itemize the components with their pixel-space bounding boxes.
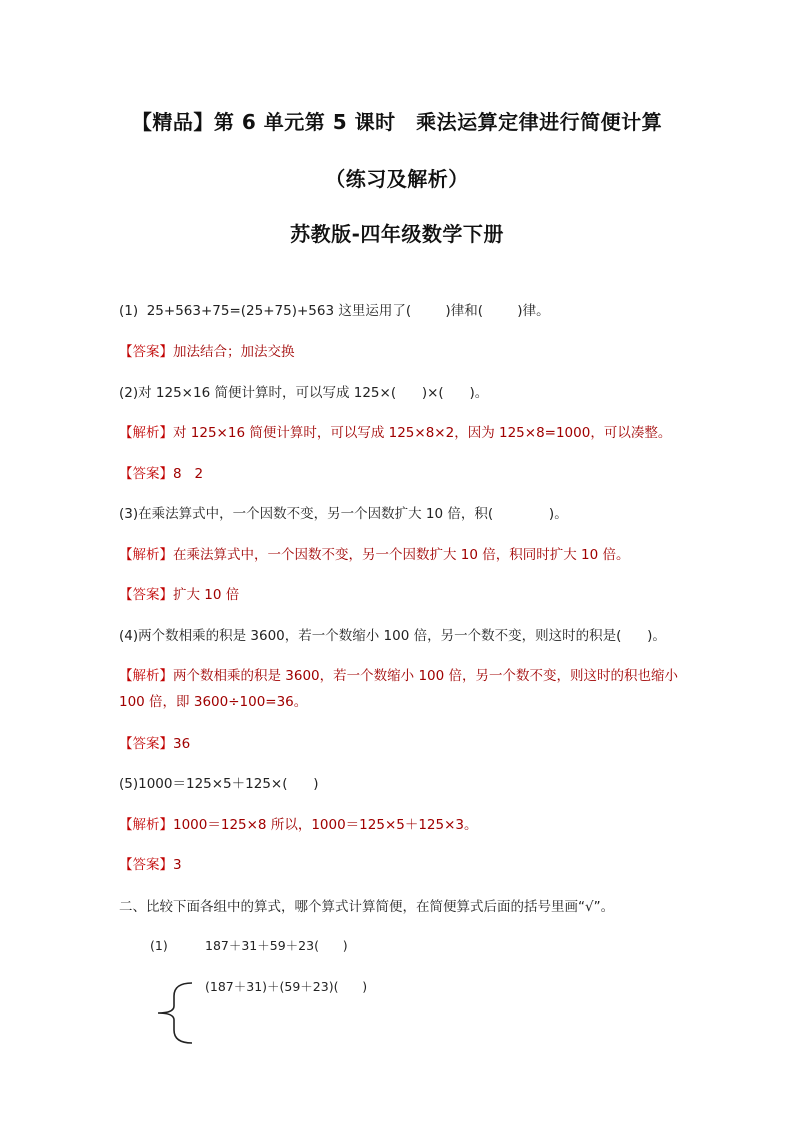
question-1: (1) 25+563+75=(25+75)+563 这里运用了( )律和( )律。 bbox=[119, 303, 550, 319]
question-5: (5)1000＝125×5＋125×( ) bbox=[119, 776, 319, 792]
answer-text: 加法结合；加法交换 bbox=[173, 344, 295, 360]
answer-text: 3 bbox=[173, 857, 182, 873]
answer-tag: 【答案】 bbox=[119, 587, 173, 603]
analysis-text: 1000＝125×8 所以，1000＝125×5＋125×3。 bbox=[173, 817, 478, 833]
section-2-expression-b: (187＋31)＋(59＋23)( ) bbox=[205, 979, 368, 994]
analysis-4 bbox=[119, 663, 679, 715]
answer-1 bbox=[119, 339, 679, 365]
analysis-3 bbox=[119, 542, 679, 568]
question-4: (4)两个数相乘的积是 3600，若一个数缩小 100 倍，另一个数不变，则这时的积是( )。 bbox=[119, 628, 666, 644]
answer-5 bbox=[119, 852, 679, 878]
document-title: 【精品】第 6 单元第 5 课时 乘法运算定律进行简便计算 bbox=[131, 110, 663, 134]
document-edition: 苏教版-四年级数学下册 bbox=[290, 222, 504, 246]
document-subtitle: （练习及解析） bbox=[325, 167, 469, 191]
answer-tag: 【答案】 bbox=[119, 857, 173, 873]
answer-text: 扩大 10 倍 bbox=[173, 587, 240, 603]
analysis-2 bbox=[119, 420, 679, 446]
section-2-item-label: (1) bbox=[150, 938, 168, 953]
analysis-tag: 【解析】 bbox=[119, 817, 173, 833]
analysis-tag: 【解析】 bbox=[119, 668, 173, 684]
answer-4 bbox=[119, 731, 679, 757]
answer-text: 36 bbox=[173, 736, 191, 752]
answer-3 bbox=[119, 582, 679, 608]
question-3: (3)在乘法算式中，一个因数不变，另一个因数扩大 10 倍，积( )。 bbox=[119, 506, 568, 522]
section-2-expression-a: 187＋31＋59＋23( ) bbox=[205, 938, 348, 953]
answer-tag: 【答案】 bbox=[119, 466, 173, 482]
question-2: (2)对 125×16 简便计算时，可以写成 125×( )×( )。 bbox=[119, 385, 489, 401]
analysis-tag: 【解析】 bbox=[119, 425, 173, 441]
analysis-text: 对 125×16 简便计算时，可以写成 125×8×2，因为 125×8=1000，可以凑整。 bbox=[173, 425, 672, 441]
analysis-text: 在乘法算式中，一个因数不变，另一个因数扩大 10 倍，积同时扩大 10 倍。 bbox=[173, 547, 630, 563]
analysis-text: 两个数相乘的积是 3600，若一个数缩小 100 倍，另一个数不变，则这时的积也缩小 100 倍，即 3600÷100=36。 bbox=[119, 668, 678, 710]
analysis-5 bbox=[119, 812, 679, 838]
curly-brace-icon bbox=[152, 980, 196, 1046]
answer-tag: 【答案】 bbox=[119, 736, 173, 752]
analysis-tag: 【解析】 bbox=[119, 547, 173, 563]
section-2-heading: 二、比较下面各组中的算式，哪个算式计算简便，在简便算式后面的括号里画“√”。 bbox=[119, 899, 615, 915]
answer-text: 8 2 bbox=[173, 466, 204, 482]
answer-tag: 【答案】 bbox=[119, 344, 173, 360]
answer-2 bbox=[119, 461, 679, 487]
